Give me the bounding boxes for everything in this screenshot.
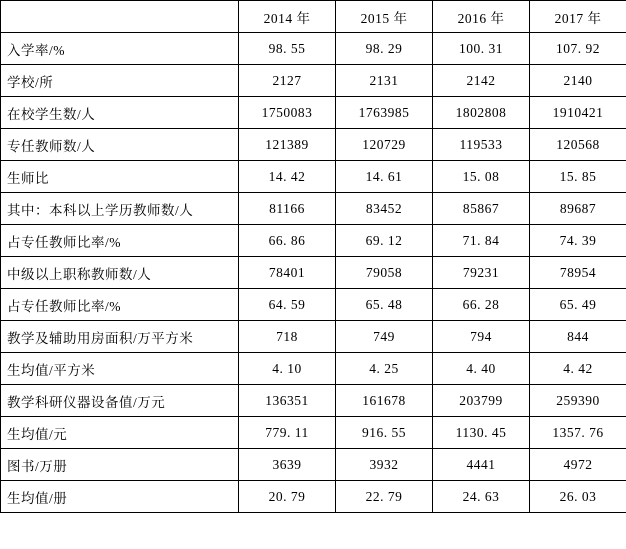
table-cell: 26. 03 (530, 481, 626, 513)
table-cell: 718 (239, 321, 336, 353)
table-cell: 15. 85 (530, 161, 626, 193)
corner-cell (1, 1, 239, 33)
table-cell: 1357. 76 (530, 417, 626, 449)
table-cell: 1763985 (336, 97, 433, 129)
table-row (1, 161, 626, 193)
table-cell: 66. 86 (239, 225, 336, 257)
row-label: 生均值/平方米 (1, 353, 239, 385)
table-cell: 100. 31 (433, 33, 530, 65)
table-row (1, 129, 626, 161)
row-label: 图书/万册 (1, 449, 239, 481)
row-label: 中级以上职称教师数/人 (1, 257, 239, 289)
table-cell: 20. 79 (239, 481, 336, 513)
table-cell: 71. 84 (433, 225, 530, 257)
table-row (1, 321, 626, 353)
table-cell: 83452 (336, 193, 433, 225)
table-cell: 3639 (239, 449, 336, 481)
row-label: 教学科研仪器设备值/万元 (1, 385, 239, 417)
table-cell: 81166 (239, 193, 336, 225)
table-row (1, 385, 626, 417)
column-header-2014: 2014 年 (239, 1, 336, 33)
table-cell: 15. 08 (433, 161, 530, 193)
table-cell: 119533 (433, 129, 530, 161)
table-cell: 121389 (239, 129, 336, 161)
table-cell: 65. 48 (336, 289, 433, 321)
table-cell: 64. 59 (239, 289, 336, 321)
table-cell: 916. 55 (336, 417, 433, 449)
table-cell: 2142 (433, 65, 530, 97)
table-cell: 78954 (530, 257, 626, 289)
table-cell: 4972 (530, 449, 626, 481)
table-cell: 2127 (239, 65, 336, 97)
table-body (1, 33, 626, 513)
table-cell: 259390 (530, 385, 626, 417)
table-cell: 14. 42 (239, 161, 336, 193)
table-cell: 24. 63 (433, 481, 530, 513)
table-cell: 4. 40 (433, 353, 530, 385)
table-cell: 779. 11 (239, 417, 336, 449)
table-cell: 2131 (336, 65, 433, 97)
table-row (1, 193, 626, 225)
table-cell: 14. 61 (336, 161, 433, 193)
table-cell: 78401 (239, 257, 336, 289)
table-row (1, 353, 626, 385)
column-header-2015: 2015 年 (336, 1, 433, 33)
table-row (1, 97, 626, 129)
table-cell: 136351 (239, 385, 336, 417)
table-cell: 1802808 (433, 97, 530, 129)
table-cell: 69. 12 (336, 225, 433, 257)
table-cell: 120568 (530, 129, 626, 161)
table-row (1, 65, 626, 97)
table-header (1, 1, 626, 33)
row-label: 教学及辅助用房面积/万平方米 (1, 321, 239, 353)
column-header-2016: 2016 年 (433, 1, 530, 33)
table-cell: 1910421 (530, 97, 626, 129)
table-cell: 79231 (433, 257, 530, 289)
table-cell: 89687 (530, 193, 626, 225)
row-label: 生均值/元 (1, 417, 239, 449)
row-label: 其中：本科以上学历教师数/人 (1, 193, 239, 225)
row-label: 学校/所 (1, 65, 239, 97)
table-row (1, 449, 626, 481)
row-label: 占专任教师比率/% (1, 289, 239, 321)
table-cell: 4. 25 (336, 353, 433, 385)
row-label: 入学率/% (1, 33, 239, 65)
table-cell: 98. 29 (336, 33, 433, 65)
table-row (1, 481, 626, 513)
row-label: 专任教师数/人 (1, 129, 239, 161)
table-row (1, 225, 626, 257)
table-cell: 66. 28 (433, 289, 530, 321)
table-cell: 4441 (433, 449, 530, 481)
table-cell: 1130. 45 (433, 417, 530, 449)
table-cell: 120729 (336, 129, 433, 161)
table-cell: 1750083 (239, 97, 336, 129)
header-row (1, 1, 626, 33)
table-cell: 4. 42 (530, 353, 626, 385)
table-row (1, 257, 626, 289)
row-label: 在校学生数/人 (1, 97, 239, 129)
table-cell: 65. 49 (530, 289, 626, 321)
table-cell: 3932 (336, 449, 433, 481)
row-label: 生均值/册 (1, 481, 239, 513)
row-label: 生师比 (1, 161, 239, 193)
table-cell: 79058 (336, 257, 433, 289)
table-cell: 749 (336, 321, 433, 353)
table-cell: 107. 92 (530, 33, 626, 65)
table-cell: 85867 (433, 193, 530, 225)
table-cell: 74. 39 (530, 225, 626, 257)
table-cell: 794 (433, 321, 530, 353)
table-row (1, 33, 626, 65)
table-cell: 161678 (336, 385, 433, 417)
table-cell: 4. 10 (239, 353, 336, 385)
row-label: 占专任教师比率/% (1, 225, 239, 257)
table-cell: 844 (530, 321, 626, 353)
table-cell: 98. 55 (239, 33, 336, 65)
table-row (1, 417, 626, 449)
column-header-2017: 2017 年 (530, 1, 626, 33)
table-row (1, 289, 626, 321)
table-cell: 203799 (433, 385, 530, 417)
table-cell: 2140 (530, 65, 626, 97)
table-cell: 22. 79 (336, 481, 433, 513)
